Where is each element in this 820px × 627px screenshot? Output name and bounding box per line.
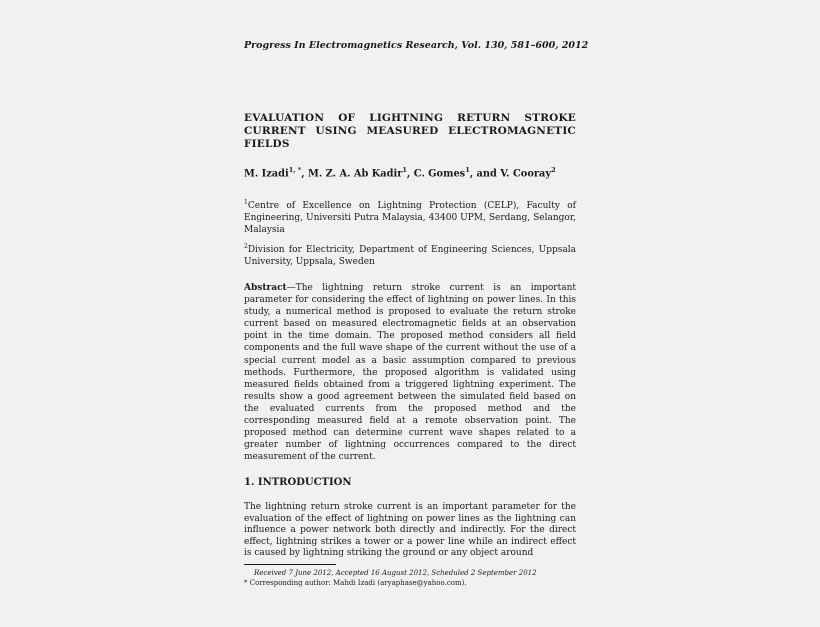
journal-header: Progress In Electromagnetics Research, Vol. 130, 581–600, 2012 — [244, 40, 589, 51]
affiliation-text: Centre of Excellence on Lightning Protection (CELP), Faculty of Engineering, Universiti Putra Malaysia, 43400 UPM, Serdang, Selangor, Malaysia — [244, 201, 576, 235]
affiliation-1 — [244, 197, 576, 236]
abstract-text: —The lightning return stroke current is an important parameter for considering the effect of lightning on power lines. In this study, a numerical method is proposed to evaluate the return stroke current based on measured electromagnetic fields at an observation point in the time domain. The proposed method considers all field components and the full wave shape of the current without the use of a special current model as a basic assumption compared to previous methods. Furthermore, the proposed algorithm is validated using measured fields obtained from a triggered lightning experiment. The results show a good agreement between the simulated field based on the evaluated currents from the proposed method and the corresponding measured field at a remote observation point. The proposed method can determine current wave shapes related to a greater number of lightning occurrences compared to the direct measurement of the current. — [244, 283, 576, 463]
section-heading: 1. INTRODUCTION — [244, 477, 352, 488]
author-list: M. Izadi$^{1, *}$, M. Z. A. Ab Kadir$^1$, C. Gomes$^1$, and V. Cooray$^2$ — [244, 166, 556, 180]
abstract-label: Abstract — [244, 283, 287, 293]
intro-paragraph: The lightning return stroke current is an important parameter for the evaluation of the effect of lightning on power lines as the lightning can influence a power network both directly and indirectly. For the direct effect, lightning strikes a tower or a power line while an indirect effect is caused by lightning striking the ground or any object around — [244, 502, 576, 559]
author-superscript: 1 — [402, 166, 407, 174]
author-superscript: 1 — [465, 166, 470, 174]
abstract — [244, 282, 576, 463]
author-superscript: 2 — [551, 166, 556, 174]
corresponding-author: * Corresponding author: Mahdi Izadi (aryaphase@yahoo.com). — [244, 579, 467, 587]
author-name: V. Cooray — [500, 168, 552, 180]
author-name: C. Gomes — [413, 168, 466, 180]
affiliation-2 — [244, 241, 576, 268]
author-superscript: 1, * — [288, 166, 302, 174]
affiliation-superscript: 1 — [244, 199, 248, 206]
affiliation-superscript: 2 — [244, 243, 248, 250]
paper-title: EVALUATION OF LIGHTNING RETURN STROKE CURRENT USING MEASURED ELECTROMAGNETIC FIELDS — [244, 112, 576, 150]
affiliation-text: Division for Electricity, Department of Engineering Sciences, Uppsala University, Uppsala, Sweden — [244, 245, 576, 267]
footnote-divider — [244, 564, 336, 565]
author-name: M. Z. A. Ab Kadir — [308, 168, 403, 180]
author-name: M. Izadi — [244, 168, 289, 180]
received-dates: Received 7 June 2012, Accepted 16 August 2012, Scheduled 2 September 2012 — [254, 569, 537, 577]
